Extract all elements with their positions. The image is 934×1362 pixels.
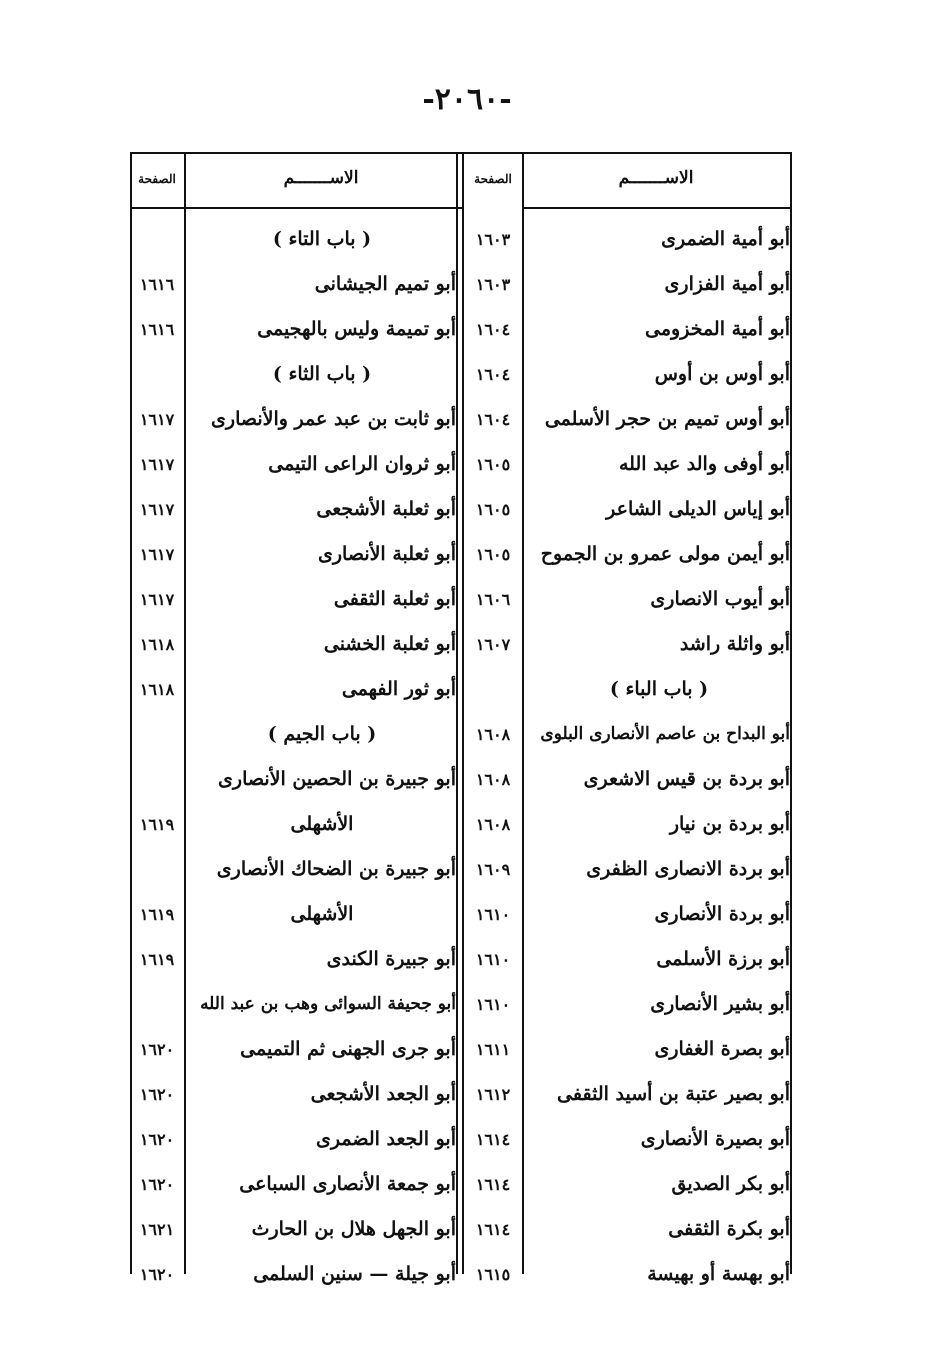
left-column <box>130 217 456 1297</box>
header-rule-right <box>522 207 792 209</box>
entry-name: أبو جمعة الأنصارى السباعى <box>239 1173 456 1195</box>
entry-page-number: ١٦١٧ <box>139 410 175 429</box>
entry-page-number: ١٦١٢ <box>475 1085 511 1104</box>
entry-page-number: ١٦١٦ <box>139 320 175 339</box>
entry-name: أبو الجهل هلال بن الحارث <box>251 1218 456 1240</box>
index-entry-row <box>464 577 790 622</box>
index-entry-row <box>130 442 456 487</box>
entry-page-number: ١٦٢٠ <box>139 1265 175 1284</box>
entry-name: أبو أوس بن أوس <box>654 363 790 385</box>
index-entry-row <box>464 847 790 892</box>
entry-page-number: ١٦٠٩ <box>475 860 511 879</box>
index-entry-row <box>464 937 790 982</box>
entry-page-number: ١٦١٥ <box>475 1265 511 1284</box>
entry-page-number <box>130 982 184 1027</box>
entry-page-number: ١٦١٩ <box>139 905 175 924</box>
entry-name: أبو ثعلبة الخشنى <box>323 633 456 655</box>
index-entry-row <box>464 1207 790 1252</box>
entry-page-number <box>130 847 184 892</box>
page-number: -٢٠٦٠- <box>422 82 512 117</box>
index-entry-row <box>130 307 456 352</box>
entry-name: أبو بردة بن نيار <box>669 813 790 835</box>
entry-name: أبو بردة بن قيس الاشعرى <box>583 768 790 790</box>
right-page-header: الصفحة <box>474 172 512 186</box>
top-rule <box>130 152 792 154</box>
entry-page-number: ١٦٢٠ <box>139 1175 175 1194</box>
entry-name: أبو ثعلبة الثقفى <box>333 588 456 610</box>
index-entry-row <box>130 802 456 847</box>
section-heading: ( باب الباء ) <box>609 678 709 700</box>
entry-name: أبو ثعلبة الأنصارى <box>318 543 456 565</box>
entry-page-number: ١٦١١ <box>475 1040 511 1059</box>
entry-name: أبو ثور الفهمى <box>341 678 456 700</box>
index-entry-row <box>130 1117 456 1162</box>
entry-name: أبو أيوب الانصارى <box>650 588 790 610</box>
index-entry-row <box>464 802 790 847</box>
entry-page-number: ١٦٢٠ <box>139 1085 175 1104</box>
index-entry-row <box>464 1072 790 1117</box>
entry-name: أبو بصرة الغفارى <box>654 1038 790 1060</box>
entry-page-number: ١٦١٩ <box>139 815 175 834</box>
index-entry-row <box>464 487 790 532</box>
entry-page-number: ١٦١٧ <box>139 545 175 564</box>
entry-page-number: ١٦٠٨ <box>475 815 511 834</box>
entry-page-number: ١٦٠٣ <box>475 275 511 294</box>
index-entry-row <box>464 1252 790 1297</box>
index-entry-row <box>464 352 790 397</box>
right-name-header: الاســـــــم <box>618 168 694 188</box>
section-heading: ( باب الجيم ) <box>267 723 377 745</box>
entry-name: أبو إياس الديلى الشاعر <box>606 498 790 520</box>
entry-page-number: ١٦٠٨ <box>475 770 511 789</box>
entry-name: أبو أمية الفزارى <box>664 273 790 295</box>
entry-page-number: ١٦١٨ <box>139 680 175 699</box>
index-entry-row <box>464 712 790 757</box>
index-entry-row <box>464 532 790 577</box>
entry-name: أبو جحيفة السوائى وهب بن عبد الله <box>200 994 456 1014</box>
index-entry-row <box>464 622 790 667</box>
index-entry-row <box>130 1207 456 1252</box>
section-heading-row <box>130 217 456 262</box>
entry-page-number: ١٦١٤ <box>475 1175 511 1194</box>
right-edge-rule <box>790 152 792 1274</box>
entry-page-number: ١٦١٠ <box>475 950 511 969</box>
index-entry-row <box>464 397 790 442</box>
entry-name: أبو جبيرة الكندى <box>326 948 456 970</box>
index-entry-row <box>130 847 456 892</box>
entry-page-number: ١٦٠٤ <box>475 320 511 339</box>
right-column <box>464 217 790 1297</box>
entry-name: أبو بكرة الثقفى <box>668 1218 790 1240</box>
entry-name: أبو البداح بن عاصم الأنصارى البلوى <box>540 724 790 744</box>
index-entry-row <box>130 262 456 307</box>
entry-name: أبو بشير الأنصارى <box>650 993 790 1015</box>
entry-page-number: ١٦٠٨ <box>475 725 511 744</box>
index-entry-row <box>464 1162 790 1207</box>
entry-page-number: ١٦١٦ <box>139 275 175 294</box>
left-page-header: الصفحة <box>138 172 176 186</box>
index-entry-row <box>130 757 456 802</box>
entry-page-number: ١٦٢٠ <box>139 1040 175 1059</box>
entry-page-number <box>130 757 184 802</box>
entry-name: أبو جيلة — سنين السلمى <box>253 1263 456 1285</box>
index-entry-row <box>130 622 456 667</box>
entry-name: أبو جرى الجهنى ثم التميمى <box>240 1038 456 1060</box>
entry-page-number: ١٦١٤ <box>475 1220 511 1239</box>
entry-page-number: ١٦١٧ <box>139 455 175 474</box>
entry-name: أبو جبيرة بن الحصين الأنصارى <box>218 768 456 790</box>
entry-name: أبو ثروان الراعى التيمى <box>268 453 456 475</box>
entry-page-number: ١٦١٠ <box>475 995 511 1014</box>
index-table <box>110 152 792 1285</box>
index-entry-row <box>464 307 790 352</box>
index-entry-row <box>130 487 456 532</box>
entry-name: أبو أيمن مولى عمرو بن الجموح <box>540 543 790 565</box>
index-entry-row <box>464 1027 790 1072</box>
index-entry-row <box>464 757 790 802</box>
entry-name: أبو أمية الضمرى <box>661 228 790 250</box>
entry-name: الأشهلى <box>290 903 354 925</box>
section-heading-row <box>130 352 456 397</box>
entry-name: أبو ثعلبة الأشجعى <box>316 498 456 520</box>
index-entry-row <box>464 982 790 1027</box>
entry-page-number: ١٦٢١ <box>139 1220 175 1239</box>
index-entry-row <box>130 937 456 982</box>
left-name-header: الاســـــــم <box>283 168 359 188</box>
entry-name: أبو تميمة وليس بالهجيمى <box>257 318 456 340</box>
section-heading: ( باب الثاء ) <box>272 363 372 385</box>
entry-name: أبو بصير عتبة بن أسيد الثقفى <box>557 1083 790 1105</box>
entry-name: أبو أوس تميم بن حجر الأسلمى <box>544 408 790 430</box>
entry-page-number: ١٦١٨ <box>139 635 175 654</box>
entry-name: أبو أمية المخزومى <box>645 318 790 340</box>
index-entry-row <box>130 1027 456 1072</box>
entry-name: الأشهلى <box>290 813 354 835</box>
entry-page-number <box>464 667 522 712</box>
entry-name: أبو جبيرة بن الضحاك الأنصارى <box>216 858 456 880</box>
entry-name: أبو بردة الأنصارى <box>654 903 790 925</box>
entry-page-number: ١٦٠٥ <box>475 545 511 564</box>
index-entry-row <box>130 1252 456 1297</box>
index-entry-row <box>464 442 790 487</box>
entry-name: أبو بكر الصديق <box>671 1173 790 1195</box>
entry-name: أبو بهسة أو بهيسة <box>647 1263 790 1285</box>
entry-name: أبو بصيرة الأنصارى <box>640 1128 790 1150</box>
entry-page-number: ١٦٠٥ <box>475 455 511 474</box>
entry-name: أبو برزة الأسلمى <box>656 948 790 970</box>
entry-name: أبو أوفى والد عبد الله <box>618 453 790 475</box>
section-heading: ( باب التاء ) <box>272 228 372 250</box>
entry-page-number: ١٦١٠ <box>475 905 511 924</box>
entry-page-number: ١٦١٩ <box>139 950 175 969</box>
entry-name: أبو واثلة راشد <box>679 633 790 655</box>
section-heading-row <box>130 712 456 757</box>
entry-page-number: ١٦١٧ <box>139 590 175 609</box>
entry-name: أبو بردة الانصارى الظفرى <box>586 858 790 880</box>
index-entry-row <box>130 982 456 1027</box>
entry-page-number: ١٦١٧ <box>139 500 175 519</box>
entry-name: أبو الجعد الأشجعى <box>310 1083 456 1105</box>
header-rule-left <box>130 207 462 209</box>
index-entry-row <box>464 217 790 262</box>
entry-page-number: ١٦٠٧ <box>475 635 511 654</box>
entry-page-number <box>130 217 184 262</box>
entry-page-number <box>130 352 184 397</box>
entry-page-number: ١٦٠٤ <box>475 365 511 384</box>
index-entry-row <box>130 1162 456 1207</box>
entry-name: أبو تميم الجيشانى <box>314 273 456 295</box>
entry-page-number: ١٦٠٦ <box>475 590 511 609</box>
index-entry-row <box>130 1072 456 1117</box>
entry-page-number: ١٦٠٤ <box>475 410 511 429</box>
index-entry-row <box>130 397 456 442</box>
index-entry-row <box>130 532 456 577</box>
index-entry-row <box>130 577 456 622</box>
index-entry-row <box>130 667 456 712</box>
entry-page-number <box>130 712 184 757</box>
section-heading-row <box>464 667 790 712</box>
center-rule-a <box>456 152 458 1274</box>
index-entry-row <box>464 892 790 937</box>
index-entry-row <box>464 1117 790 1162</box>
entry-page-number: ١٦٠٣ <box>475 230 511 249</box>
entry-name: أبو الجعد الضمرى <box>316 1128 456 1150</box>
entry-name: أبو ثابت بن عبد عمر والأنصارى <box>211 408 456 430</box>
index-entry-row <box>464 262 790 307</box>
entry-page-number: ١٦٠٥ <box>475 500 511 519</box>
index-entry-row <box>130 892 456 937</box>
entry-page-number: ١٦١٤ <box>475 1130 511 1149</box>
entry-page-number: ١٦٢٠ <box>139 1130 175 1149</box>
